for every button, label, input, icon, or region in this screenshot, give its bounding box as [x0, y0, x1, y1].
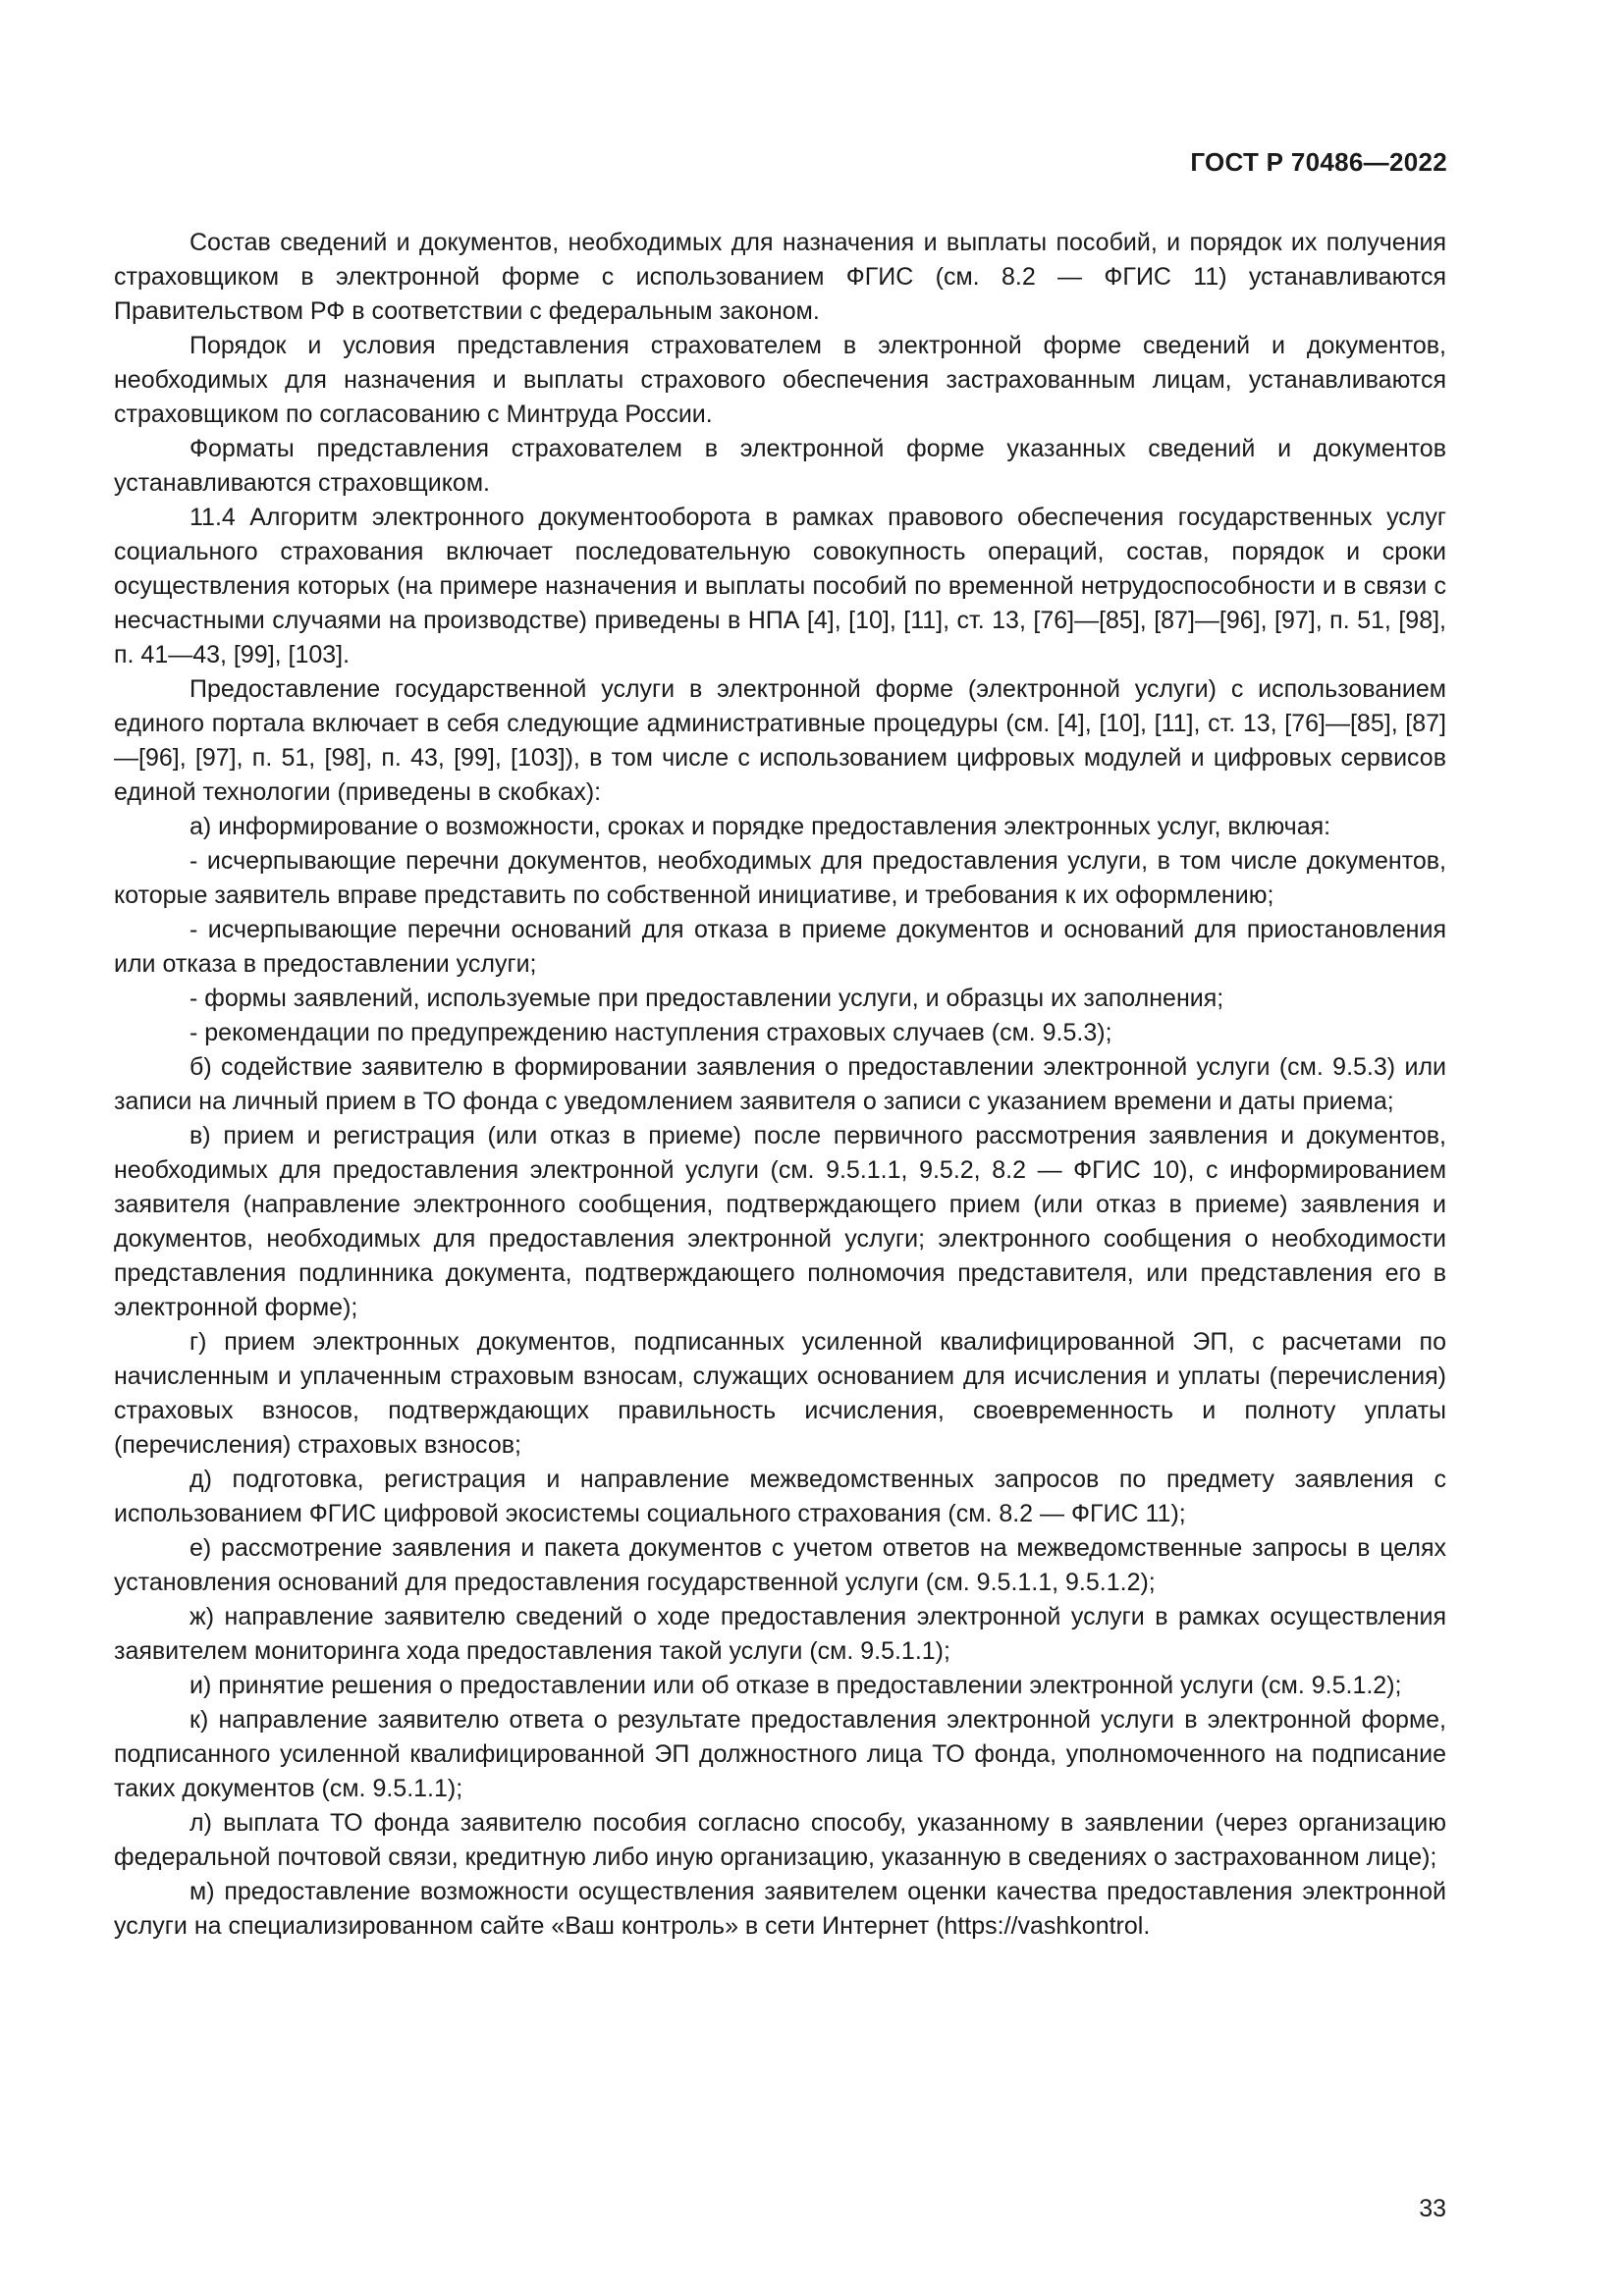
list-item: м) предоставление возможности осуществления заявителем оценки качества предоставления электронной услуги на специализированном сайте «Ваш контроль» в сети Интернет (https://vashkontrol. [114, 1878, 1446, 1940]
list-item: в) прием и регистрация (или отказ в приеме) после первичного рассмотрения заявления и документов, необходимых для предоставления электронной услуги (см. 9.5.1.1, 9.5.2, 8.2 — ФГИС 10), с информированием заявителя (направление электронного сообщения, подтверждающего прием (или отказ в приеме) заявления и документов, необходимых для предоставления электронной услуги; электронного сообщения о необходимости представления подлинника документа, подтверждающего полномочия представителя, или представления его в электронной форме); [114, 1122, 1446, 1321]
paragraph: Предоставление государственной услуги в электронной форме (электронной услуги) с использованием единого портала включает в себя следующие административные процедуры (см. [4], [10], [11], ст. 13, [76]—[85], [87]—[96], [97], п. 51, [98], п. 43, [99], [103]), в том числе с использованием цифровых модулей и цифровых сервисов единой технологии (приведены в скобках): [114, 675, 1446, 806]
list-item: а) информирование о возможности, сроках и порядке предоставления электронных услуг, включая: [189, 813, 1331, 840]
list-item: г) прием электронных документов, подписанных усиленной квалифицированной ЭП, с расчетами по начисленным и уплаченным страховым взносам, служащих основанием для исчисления и уплаты (перечисления) страховых взносов, подтверждающих правильность исчисления, своевременность и полноту уплаты (перечисления) страховых взносов; [114, 1328, 1446, 1459]
paragraph: 11.4 Алгоритм электронного документооборота в рамках правового обеспечения государственных услуг социального страхования включает последовательную совокупность операций, состав, порядок и сроки осуществления которых (на примере назначения и выплаты пособий по временной нетрудоспособности и в связи с несчастными случаями на производстве) приведены в НПА [4], [10], [11], ст. 13, [76]—[85], [87]—[96], [97], п. 51, [98], п. 41—43, [99], [103]. [114, 504, 1446, 668]
list-subitem: - рекомендации по предупреждению наступления страховых случаев (см. 9.5.3); [189, 1019, 1112, 1046]
list-item: д) подготовка, регистрация и направление межведомственных запросов по предмету заявления с использованием ФГИС цифровой экосистемы социального страхования (см. 8.2 — ФГИС 11); [114, 1466, 1446, 1527]
list-item: к) направление заявителю ответа о результате предоставления электронной услуги в электронной форме, подписанного усиленной квалифицированной ЭП должностного лица ТО фонда, уполномоченного на подписание таких документов (см. 9.5.1.1); [114, 1706, 1446, 1802]
list-item: и) принятие решения о предоставлении или об отказе в предоставлении электронной услуги (см. 9.5.1.2); [189, 1672, 1402, 1699]
paragraph: Состав сведений и документов, необходимых для назначения и выплаты пособий, и порядок их получения страховщиком в электронной форме с использованием ФГИС (см. 8.2 — ФГИС 11) устанавливаются Правительством РФ в соответствии с федеральным законом. [114, 229, 1446, 325]
paragraph: Порядок и условия представления страхователем в электронной форме сведений и документов, необходимых для назначения и выплаты страхового обеспечения застрахованным лицам, устанавливаются страховщиком по согласованию с Минтруда России. [114, 332, 1446, 428]
page-number: 33 [1419, 2195, 1446, 2222]
document-body [114, 226, 1446, 1944]
list-subitem: - исчерпывающие перечни оснований для отказа в приеме документов и оснований для приостановления или отказа в предоставлении услуги; [114, 916, 1446, 978]
list-item: л) выплата ТО фонда заявителю пособия согласно способу, указанному в заявлении (через организацию федеральной почтовой связи, кредитную либо иную организацию, указанную в сведениях о застрахованном лице); [114, 1809, 1446, 1871]
list-item: ж) направление заявителю сведений о ходе предоставления электронной услуги в рамках осуществления заявителем мониторинга хода предоставления такой услуги (см. 9.5.1.1); [114, 1603, 1446, 1665]
list-item: е) рассмотрение заявления и пакета документов с учетом ответов на межведомственные запросы в целях установления оснований для предоставления государственной услуги (см. 9.5.1.1, 9.5.1.2); [114, 1534, 1446, 1596]
list-subitem: - исчерпывающие перечни документов, необходимых для предоставления услуги, в том числе документов, которые заявитель вправе представить по собственной инициативе, и требования к их оформлению; [114, 847, 1446, 909]
list-subitem: - формы заявлений, используемые при предоставлении услуги, и образцы их заполнения; [189, 985, 1224, 1012]
paragraph: Форматы представления страхователем в электронной форме указанных сведений и документов устанавливаются страховщиком. [114, 435, 1446, 497]
standard-designation: ГОСТ Р 70486—2022 [1190, 147, 1447, 177]
list-item: б) содействие заявителю в формировании заявления о предоставлении электронной услуги (см. 9.5.3) или записи на личный прием в ТО фонда с уведомлением заявителя о записи с указанием времени и даты приема; [114, 1053, 1446, 1115]
